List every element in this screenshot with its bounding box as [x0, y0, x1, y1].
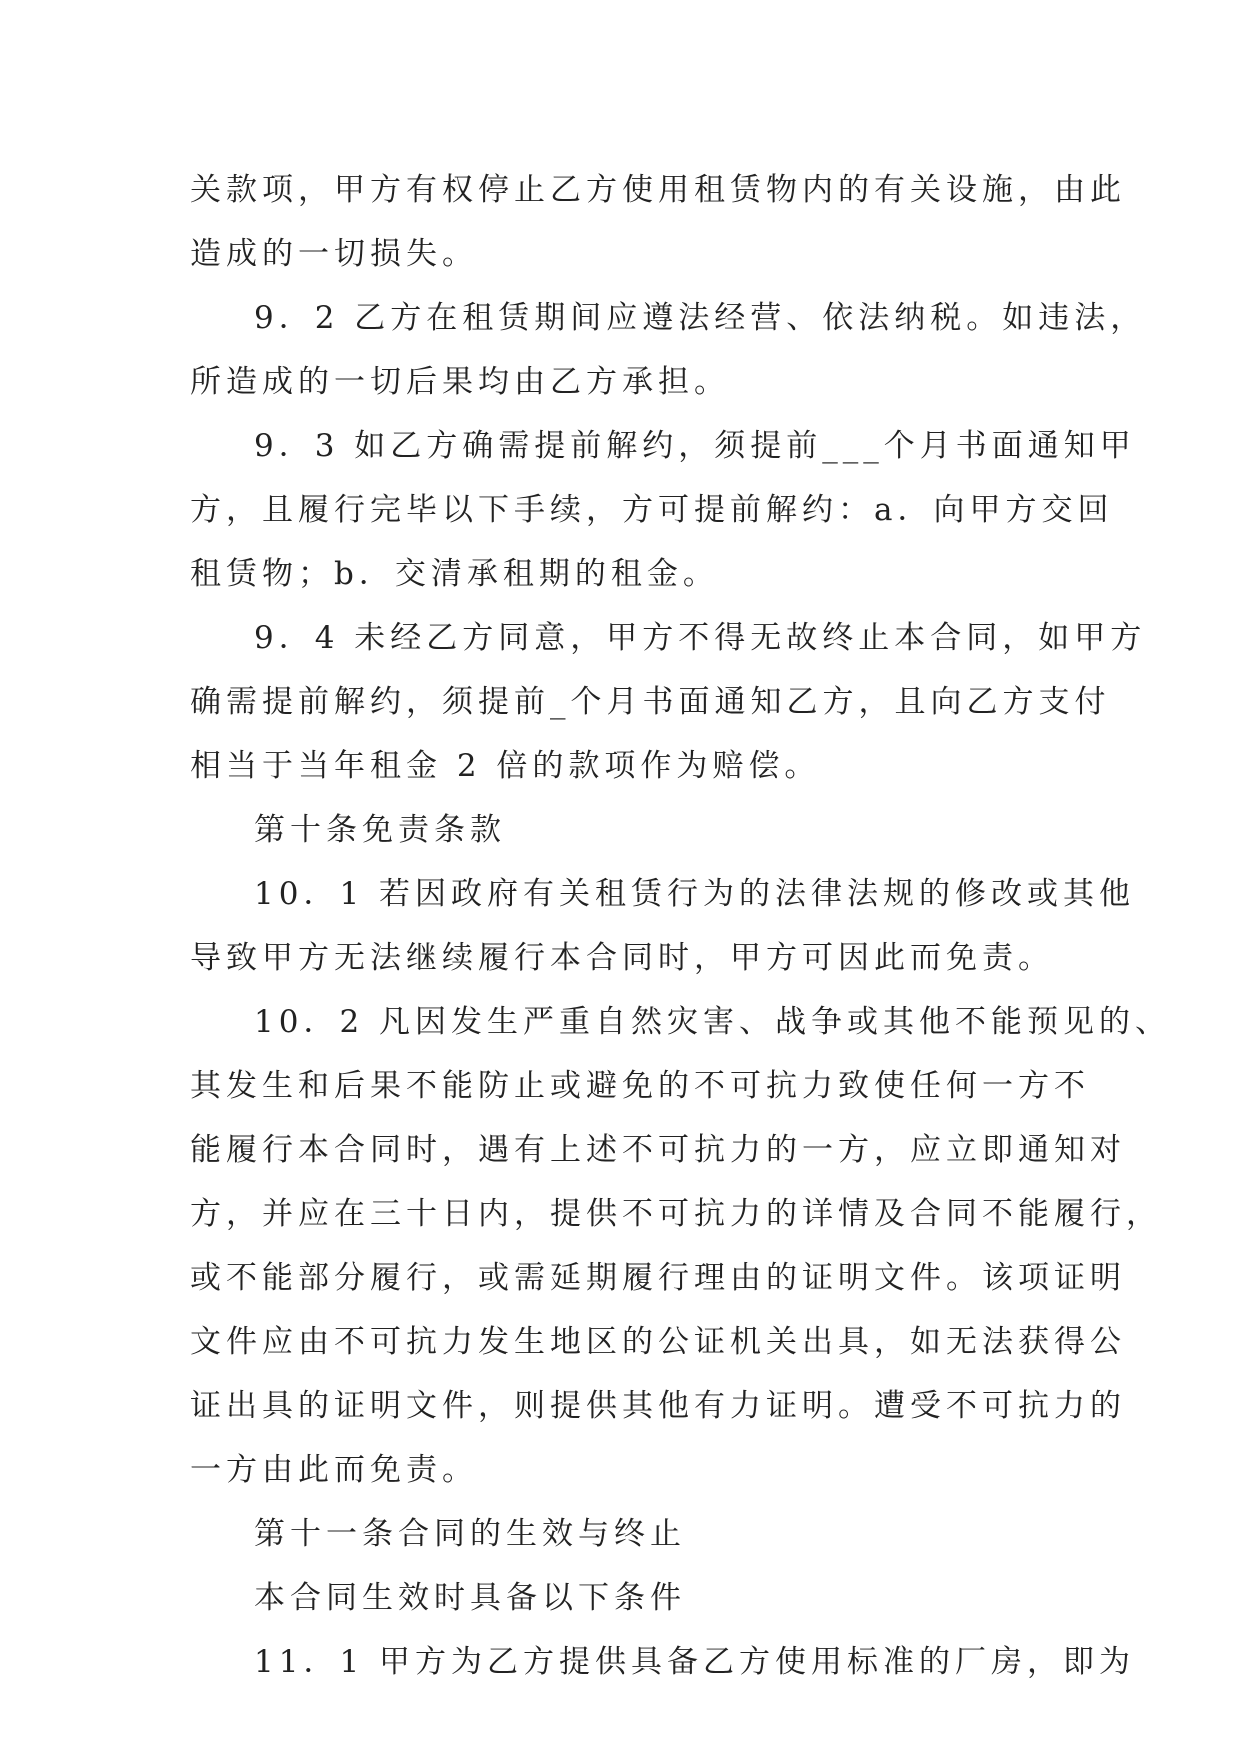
text-line: 方，并应在三十日内，提供不可抗力的详情及合同不能履行，	[190, 1196, 1162, 1232]
document-body	[190, 158, 1172, 1694]
text-line: 文件应由不可抗力发生地区的公证机关出具，如无法获得公	[190, 1324, 1126, 1360]
section-heading-article-10: 第十条免责条款	[254, 812, 506, 848]
text-line: 相当于当年租金 2 倍的款项作为赔偿。	[190, 748, 821, 784]
clause-10-1: 10．1 若因政府有关租赁行为的法律法规的修改或其他	[254, 876, 1136, 912]
clause-11-1: 11．1 甲方为乙方提供具备乙方使用标准的厂房，即为	[254, 1644, 1136, 1680]
text-line: 或不能部分履行，或需延期履行理由的证明文件。该项证明	[190, 1260, 1126, 1296]
clause-9-3: 9．3 如乙方确需提前解约，须提前___个月书面通知甲	[254, 428, 1136, 464]
text-line: 造成的一切损失。	[190, 236, 478, 272]
clause-9-4: 9．4 未经乙方同意，甲方不得无故终止本合同，如甲方	[254, 620, 1147, 656]
text-line: 关款项，甲方有权停止乙方使用租赁物内的有关设施，由此	[190, 172, 1126, 208]
text-line: 其发生和后果不能防止或避免的不可抗力致使任何一方不	[190, 1068, 1090, 1104]
clause-10-2: 10．2 凡因发生严重自然灾害、战争或其他不能预见的、	[254, 1004, 1172, 1040]
text-line: 所造成的一切后果均由乙方承担。	[190, 364, 730, 400]
text-line: 证出具的证明文件，则提供其他有力证明。遭受不可抗力的	[190, 1388, 1126, 1424]
text-line: 能履行本合同时，遇有上述不可抗力的一方，应立即通知对	[190, 1132, 1126, 1168]
clause-9-2: 9．2 乙方在租赁期间应遵法经营、依法纳税。如违法，	[254, 300, 1147, 336]
text-line: 本合同生效时具备以下条件	[254, 1580, 686, 1616]
text-line: 租赁物；b．交清承租期的租金。	[190, 556, 719, 592]
section-heading-article-11: 第十一条合同的生效与终止	[254, 1516, 686, 1552]
text-line: 方，且履行完毕以下手续，方可提前解约：a．向甲方交回	[190, 492, 1114, 528]
text-line: 一方由此而免责。	[190, 1452, 478, 1488]
text-line: 导致甲方无法继续履行本合同时，甲方可因此而免责。	[190, 940, 1054, 976]
text-line: 确需提前解约，须提前_个月书面通知乙方，且向乙方支付	[190, 684, 1111, 720]
